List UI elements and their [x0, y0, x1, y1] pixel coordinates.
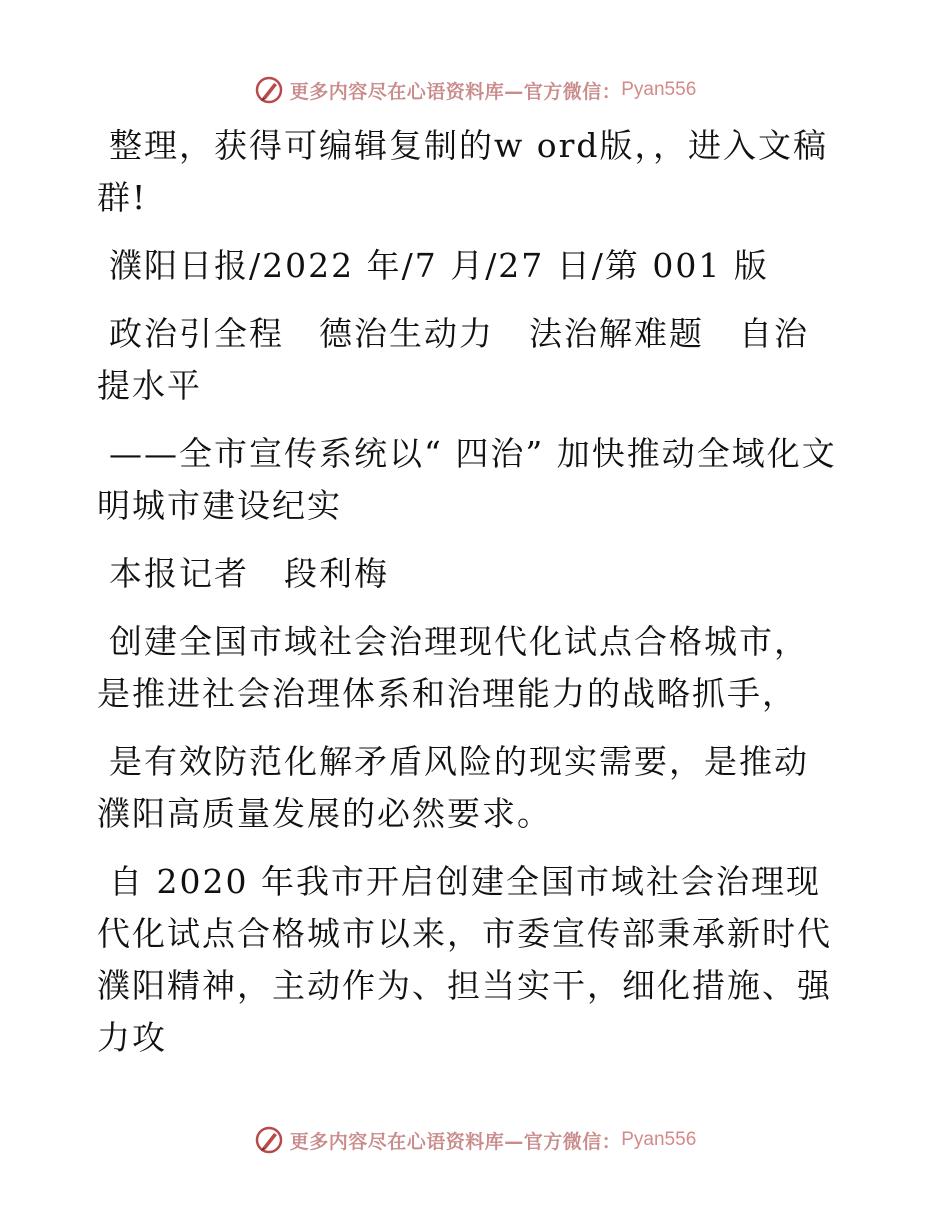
paragraph: 是有效防范化解矛盾风险的现实需要，是推动濮阳高质量发展的必然要求。 [97, 742, 809, 833]
paragraph: 濮阳日报/2022 年/7 月/27 日/第 001 版 [109, 246, 769, 285]
pen-logo-icon [254, 1125, 284, 1155]
banner-text: 更多内容尽在心语资料库—官方微信： [289, 1130, 622, 1153]
paragraph: ——全市宣传系统以“ 四治” 加快推动全域化文明城市建设纪实 [97, 434, 837, 525]
banner-text: 更多内容尽在心语资料库—官方微信： [289, 80, 622, 103]
paragraph: 政治引全程 德治生动力 法治解难题 自治提水平 [97, 314, 809, 405]
footer-watermark-banner [0, 1120, 950, 1160]
banner-wechat-id: Pyan556 [621, 1129, 697, 1150]
banner-wechat-id: Pyan556 [621, 79, 697, 100]
paragraph: 创建全国市域社会治理现代化试点合格城市，是推进社会治理体系和治理能力的战略抓手， [97, 622, 809, 713]
paragraph: 本报记者 段利梅 [109, 554, 389, 593]
header-watermark-banner [0, 70, 950, 110]
pen-logo-icon [254, 75, 284, 105]
paragraph: 整理，获得可编辑复制的w ord版，，进入文稿群! [97, 126, 829, 217]
document-body [97, 120, 837, 1080]
paragraph: 自 2020 年我市开启创建全国市域社会治理现代化试点合格城市以来，市委宣传部秉承新时代濮阳精神，主动作为、担当实干，细化措施、强力攻 [97, 862, 832, 1057]
